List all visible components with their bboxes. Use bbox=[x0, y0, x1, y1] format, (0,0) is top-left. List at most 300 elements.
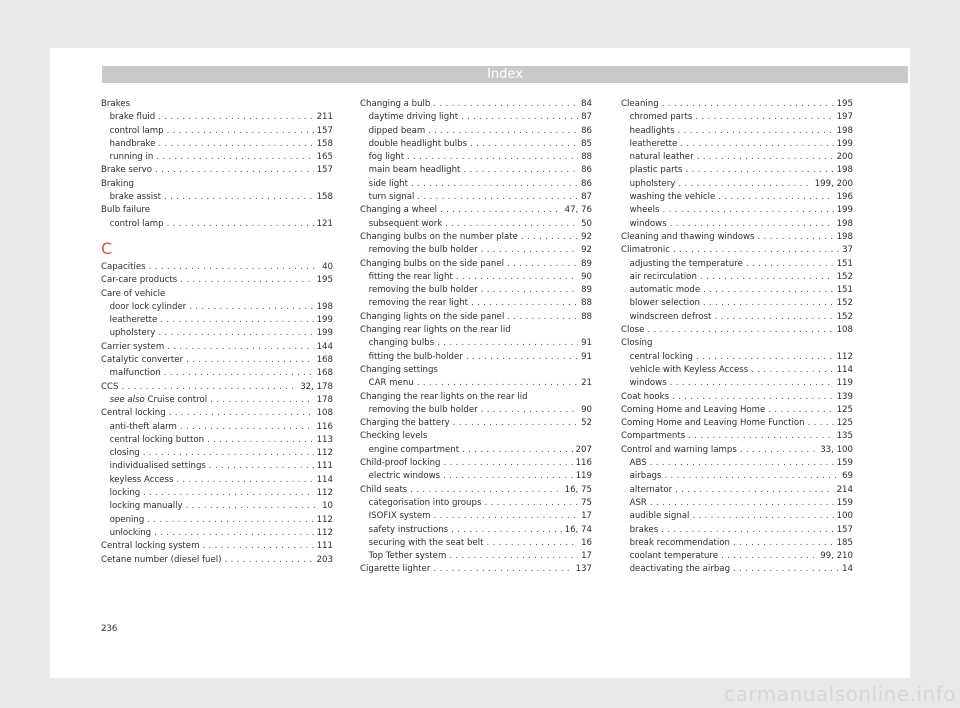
index-entry bbox=[621, 244, 853, 257]
dot-leader bbox=[746, 258, 834, 271]
entry-term: ASR bbox=[629, 497, 647, 508]
dot-leader bbox=[663, 204, 834, 217]
page-reference: 37 bbox=[842, 245, 853, 256]
index-subentry bbox=[360, 337, 592, 350]
dot-leader bbox=[680, 138, 833, 151]
index-subentry bbox=[360, 550, 592, 563]
index-subentry bbox=[360, 218, 592, 231]
page-reference: 185 bbox=[836, 537, 853, 548]
dot-leader bbox=[445, 218, 578, 231]
entry-term: ABS bbox=[629, 458, 647, 469]
dot-leader bbox=[670, 218, 834, 231]
entry-term: closing bbox=[109, 448, 140, 459]
entry-term: vehicle with Keyless Access bbox=[629, 364, 749, 375]
index-subentry bbox=[621, 537, 853, 550]
dot-leader bbox=[481, 284, 578, 297]
dot-leader bbox=[155, 164, 314, 177]
page-reference: 52 bbox=[581, 418, 592, 429]
index-entry bbox=[101, 164, 333, 177]
dot-leader bbox=[650, 457, 834, 470]
index-subentry bbox=[621, 138, 853, 151]
entry-term bbox=[110, 394, 208, 407]
entry-term: brake assist bbox=[109, 192, 161, 203]
entry-term: Coming Home and Leaving Home bbox=[621, 404, 766, 415]
dot-leader bbox=[209, 460, 314, 473]
page-reference: 91 bbox=[581, 351, 592, 362]
index-entry bbox=[621, 417, 853, 430]
entry-term: airbags bbox=[629, 471, 662, 482]
entry-term: Capacities bbox=[101, 261, 146, 272]
dot-leader bbox=[156, 151, 313, 164]
entry-term: malfunction bbox=[109, 368, 161, 379]
dot-leader bbox=[721, 550, 817, 563]
entry-term: Compartments bbox=[621, 431, 686, 442]
entry-term: individualised settings bbox=[109, 461, 206, 472]
index-entry bbox=[101, 261, 333, 274]
entry-term: audible signal bbox=[629, 511, 690, 522]
dot-leader bbox=[202, 540, 313, 553]
index-subentry bbox=[101, 125, 333, 138]
dot-leader bbox=[481, 404, 578, 417]
dot-leader bbox=[149, 261, 319, 274]
page-reference: 92 bbox=[581, 231, 592, 242]
page-reference: 69 bbox=[842, 471, 853, 482]
dot-leader bbox=[411, 178, 578, 191]
index-entry bbox=[101, 354, 333, 367]
index-subentry bbox=[621, 218, 853, 231]
page-title: Index bbox=[487, 67, 523, 82]
entry-term: Brakes bbox=[101, 99, 131, 109]
page-reference: 111 bbox=[316, 541, 333, 552]
entry-term: CCS bbox=[101, 381, 119, 392]
page-reference: 40 bbox=[322, 261, 333, 272]
index-subentry bbox=[621, 125, 853, 138]
entry-term: CAR menu bbox=[368, 378, 414, 389]
page-reference: 119 bbox=[836, 378, 853, 389]
index-entry bbox=[360, 231, 592, 244]
entry-term: Closing bbox=[621, 338, 653, 349]
entry-term: Car-care products bbox=[101, 275, 178, 286]
dot-leader bbox=[714, 311, 833, 324]
dot-leader bbox=[143, 447, 314, 460]
index-subentry bbox=[360, 271, 592, 284]
page-reference: 89 bbox=[581, 258, 592, 269]
dot-leader bbox=[180, 421, 314, 434]
dot-leader bbox=[507, 258, 578, 271]
page-reference: 159 bbox=[836, 497, 853, 508]
dot-leader bbox=[673, 244, 839, 257]
index-entry bbox=[360, 457, 592, 470]
dot-leader bbox=[650, 497, 834, 510]
index-entry bbox=[101, 204, 333, 217]
index-subentry bbox=[621, 563, 853, 576]
page-reference: 119 bbox=[575, 471, 592, 482]
dot-leader bbox=[451, 524, 561, 537]
index-entry bbox=[621, 337, 853, 350]
index-subentry bbox=[621, 457, 853, 470]
index-subentry bbox=[101, 474, 333, 487]
entry-term: Close bbox=[621, 325, 645, 336]
page-reference: 121 bbox=[316, 218, 333, 229]
page-reference: 168 bbox=[316, 355, 333, 366]
index-entry bbox=[101, 554, 333, 567]
page-reference: 16 bbox=[581, 537, 592, 548]
entry-term: subsequent work bbox=[368, 218, 443, 229]
dot-leader bbox=[434, 510, 579, 523]
dot-leader bbox=[678, 125, 834, 138]
index-entry bbox=[101, 407, 333, 420]
entry-term: Checking levels bbox=[360, 431, 428, 442]
index-subentry bbox=[360, 191, 592, 204]
entry-term: leatherette bbox=[629, 138, 678, 149]
index-subentry bbox=[621, 178, 853, 191]
index-subentry bbox=[360, 244, 592, 257]
page-reference: 157 bbox=[836, 524, 853, 535]
entry-term: brakes bbox=[629, 524, 659, 535]
entry-term: Child-proof locking bbox=[360, 458, 441, 469]
page-reference: 199 bbox=[836, 205, 853, 216]
dot-leader bbox=[662, 98, 834, 111]
index-subentry bbox=[621, 204, 853, 217]
index-subentry bbox=[360, 404, 592, 417]
entry-term: Climatronic bbox=[621, 245, 670, 256]
index-subentry bbox=[360, 497, 592, 510]
page-reference: 113 bbox=[316, 434, 333, 445]
see-also-label: see also bbox=[109, 394, 145, 405]
entry-term: removing the bulb holder bbox=[368, 285, 478, 296]
index-subentry bbox=[621, 271, 853, 284]
entry-term: Central locking bbox=[101, 408, 166, 419]
index-subentry bbox=[621, 284, 853, 297]
index-entry bbox=[360, 484, 592, 497]
index-entry bbox=[360, 98, 592, 111]
index-subentry bbox=[360, 377, 592, 390]
entry-term: side light bbox=[368, 178, 408, 189]
index-subentry bbox=[101, 111, 333, 124]
dot-leader bbox=[670, 377, 834, 390]
dot-leader bbox=[453, 417, 578, 430]
index-subentry bbox=[101, 447, 333, 460]
entry-term: fog light bbox=[368, 152, 405, 163]
index-subentry bbox=[101, 434, 333, 447]
dot-leader bbox=[463, 164, 578, 177]
page-reference: 100 bbox=[836, 511, 853, 522]
index-subentry bbox=[101, 218, 333, 231]
dot-leader bbox=[487, 537, 579, 550]
index-subentry bbox=[621, 377, 853, 390]
entry-term: upholstery bbox=[109, 328, 156, 339]
index-subentry bbox=[360, 470, 592, 483]
dot-leader bbox=[471, 297, 578, 310]
index-subentry bbox=[101, 191, 333, 204]
dot-leader bbox=[672, 391, 834, 404]
index-subentry bbox=[360, 444, 592, 457]
page-reference: 88 bbox=[581, 298, 592, 309]
dot-leader bbox=[462, 444, 573, 457]
page-reference: 151 bbox=[836, 285, 853, 296]
entry-term: air recirculation bbox=[629, 271, 697, 282]
dot-leader bbox=[456, 271, 578, 284]
entry-term: categorisation into groups bbox=[368, 497, 482, 508]
dot-leader bbox=[433, 98, 578, 111]
entry-term: Catalytic converter bbox=[101, 355, 184, 366]
entry-term: Braking bbox=[101, 178, 134, 189]
index-subentry bbox=[621, 164, 853, 177]
entry-term: dipped beam bbox=[368, 125, 426, 136]
index-subentry bbox=[360, 151, 592, 164]
dot-leader bbox=[186, 500, 319, 513]
entry-term: main beam headlight bbox=[368, 165, 461, 176]
index-subentry bbox=[621, 151, 853, 164]
page-reference: 139 bbox=[836, 391, 853, 402]
entry-term: fitting the bulb-holder bbox=[368, 351, 463, 362]
entry-term: Control and warning lamps bbox=[621, 444, 737, 455]
dot-leader bbox=[647, 324, 833, 337]
page-reference: 195 bbox=[316, 275, 333, 286]
dot-leader bbox=[225, 554, 314, 567]
dot-leader bbox=[164, 191, 314, 204]
entry-term: ISOFIX system bbox=[368, 511, 431, 522]
dot-leader bbox=[180, 274, 313, 287]
dot-leader bbox=[164, 367, 314, 380]
entry-term: Cetane number (diesel fuel) bbox=[101, 554, 222, 565]
dot-leader bbox=[210, 394, 313, 407]
dot-leader bbox=[751, 364, 833, 377]
page-reference: 158 bbox=[316, 192, 333, 203]
entry-term: Care of vehicle bbox=[101, 288, 166, 299]
entry-term: adjusting the temperature bbox=[629, 258, 743, 269]
index-subentry bbox=[101, 138, 333, 151]
dot-leader bbox=[428, 125, 578, 138]
index-entry bbox=[621, 404, 853, 417]
index-subentry bbox=[360, 164, 592, 177]
page-reference: 198 bbox=[316, 301, 333, 312]
entry-term: Changing rear lights on the rear lid bbox=[360, 325, 511, 336]
dot-leader bbox=[808, 417, 834, 430]
page-reference: 16, 75 bbox=[564, 484, 592, 495]
page-reference: 86 bbox=[581, 125, 592, 136]
page-reference: 199 bbox=[316, 328, 333, 339]
index-entry bbox=[621, 444, 853, 457]
dot-leader bbox=[664, 470, 839, 483]
page-reference: 157 bbox=[316, 125, 333, 136]
entry-term: Brake servo bbox=[101, 165, 153, 176]
entry-term: door lock cylinder bbox=[109, 301, 187, 312]
index-subentry bbox=[621, 351, 853, 364]
dot-leader bbox=[207, 434, 314, 447]
page-reference: 50 bbox=[581, 218, 592, 229]
entry-term: Child seats bbox=[360, 484, 408, 495]
entry-term: brake fluid bbox=[109, 112, 156, 123]
entry-term: windows bbox=[629, 378, 667, 389]
entry-term: Coming Home and Leaving Home Function bbox=[621, 418, 805, 429]
page-reference: 99, 210 bbox=[820, 551, 853, 562]
index-subentry bbox=[101, 301, 333, 314]
page-reference: 199, 200 bbox=[814, 178, 853, 189]
index-entry bbox=[101, 288, 333, 301]
index-subentry bbox=[360, 125, 592, 138]
index-page bbox=[50, 48, 910, 678]
entry-term: natural leather bbox=[629, 152, 694, 163]
dot-leader bbox=[686, 164, 834, 177]
index-entry bbox=[360, 204, 592, 217]
entry-term: control lamp bbox=[109, 218, 164, 229]
entry-term: removing the rear light bbox=[368, 298, 469, 309]
index-subentry bbox=[101, 460, 333, 473]
entry-term: Cleaning and thawing windows bbox=[621, 231, 755, 242]
dot-leader bbox=[147, 514, 313, 527]
entry-term: securing with the seat belt bbox=[368, 537, 484, 548]
index-subentry bbox=[621, 470, 853, 483]
page-reference: 17 bbox=[581, 511, 592, 522]
entry-term: turn signal bbox=[368, 192, 415, 203]
entry-term: Changing a bulb bbox=[360, 99, 431, 109]
index-subentry bbox=[360, 297, 592, 310]
entry-term: automatic mode bbox=[629, 285, 701, 296]
index-subentry bbox=[360, 111, 592, 124]
dot-leader bbox=[417, 191, 578, 204]
index-subentry bbox=[621, 111, 853, 124]
page-reference: 114 bbox=[316, 474, 333, 485]
index-subentry bbox=[621, 484, 853, 497]
dot-leader bbox=[470, 138, 578, 151]
index-entry bbox=[101, 540, 333, 553]
dot-leader bbox=[158, 138, 313, 151]
index-subentry bbox=[101, 314, 333, 327]
entry-term: Changing the rear lights on the rear lid bbox=[360, 391, 528, 402]
index-column-2 bbox=[360, 98, 592, 577]
index-entry bbox=[360, 311, 592, 324]
dot-leader bbox=[440, 204, 562, 217]
dot-leader bbox=[466, 351, 578, 364]
dot-leader bbox=[700, 271, 834, 284]
entry-term: Changing lights on the side panel bbox=[360, 311, 505, 322]
see-also-target: Cruise control bbox=[144, 394, 208, 405]
entry-term: locking bbox=[109, 488, 141, 499]
dot-leader bbox=[768, 404, 833, 417]
dot-leader bbox=[507, 311, 578, 324]
page-reference: 92 bbox=[581, 245, 592, 256]
entry-term: locking manually bbox=[109, 501, 183, 512]
dot-leader bbox=[167, 218, 314, 231]
page-reference: 17 bbox=[581, 551, 592, 562]
entry-term: fitting the rear light bbox=[368, 271, 453, 282]
index-column-3 bbox=[621, 98, 853, 577]
index-subentry bbox=[360, 178, 592, 191]
dot-leader bbox=[158, 111, 313, 124]
page-reference: 32, 178 bbox=[300, 381, 333, 392]
page-reference: 87 bbox=[581, 112, 592, 123]
index-entry bbox=[360, 364, 592, 377]
dot-leader bbox=[154, 527, 313, 540]
page-reference: 16, 74 bbox=[564, 524, 592, 535]
page-reference: 112 bbox=[316, 448, 333, 459]
entry-term: anti-theft alarm bbox=[109, 421, 177, 432]
section-letter: C bbox=[101, 238, 113, 258]
page-reference: 198 bbox=[836, 231, 853, 242]
entry-term: headlights bbox=[629, 125, 675, 136]
page-reference: 116 bbox=[316, 421, 333, 432]
dot-leader bbox=[461, 111, 578, 124]
page-reference: 198 bbox=[836, 218, 853, 229]
dot-leader bbox=[688, 430, 833, 443]
entry-term: chromed parts bbox=[629, 112, 693, 123]
page-reference: 14 bbox=[842, 564, 853, 575]
entry-term: washing the vehicle bbox=[629, 192, 716, 203]
index-subentry bbox=[360, 284, 592, 297]
dot-leader bbox=[697, 151, 834, 164]
page-reference: 144 bbox=[316, 341, 333, 352]
page-reference: 112 bbox=[316, 527, 333, 538]
index-subentry bbox=[360, 524, 592, 537]
page-reference: 159 bbox=[836, 458, 853, 469]
dot-leader bbox=[661, 524, 833, 537]
dot-leader bbox=[160, 314, 313, 327]
index-subentry bbox=[621, 297, 853, 310]
page-reference: 112 bbox=[316, 514, 333, 525]
page-reference: 88 bbox=[581, 311, 592, 322]
page-reference: 199 bbox=[316, 315, 333, 326]
page-reference: 114 bbox=[836, 364, 853, 375]
entry-term: break recommendation bbox=[629, 537, 730, 548]
page-reference: 200 bbox=[836, 152, 853, 163]
dot-leader bbox=[410, 484, 561, 497]
page-reference: 111 bbox=[316, 461, 333, 472]
page-header bbox=[102, 66, 908, 83]
entry-term: Changing settings bbox=[360, 364, 438, 375]
index-subentry bbox=[101, 151, 333, 164]
index-entry bbox=[621, 430, 853, 443]
index-entry bbox=[360, 430, 592, 443]
index-entry bbox=[621, 391, 853, 404]
dot-leader bbox=[481, 244, 578, 257]
dot-leader bbox=[703, 284, 833, 297]
index-subentry bbox=[360, 510, 592, 523]
entry-term: electric windows bbox=[368, 471, 441, 482]
page-reference: 86 bbox=[581, 178, 592, 189]
page-reference: 195 bbox=[836, 99, 853, 109]
page-reference: 158 bbox=[316, 138, 333, 149]
index-subentry bbox=[621, 364, 853, 377]
entry-term: upholstery bbox=[629, 178, 676, 189]
entry-term: safety instructions bbox=[368, 524, 449, 535]
index-subentry bbox=[360, 537, 592, 550]
dot-leader bbox=[678, 178, 811, 191]
entry-term: Bulb failure bbox=[101, 205, 151, 216]
index-subentry bbox=[360, 351, 592, 364]
page-reference: 116 bbox=[575, 458, 592, 469]
page-reference: 108 bbox=[316, 408, 333, 419]
index-entry bbox=[360, 324, 592, 337]
dot-leader bbox=[167, 125, 314, 138]
page-reference: 151 bbox=[836, 258, 853, 269]
page-reference: 91 bbox=[581, 338, 592, 349]
index-subentry bbox=[621, 497, 853, 510]
dot-leader bbox=[158, 327, 313, 340]
page-reference: 214 bbox=[836, 484, 853, 495]
watermark: carmanualsonline.info bbox=[724, 682, 956, 706]
dot-leader bbox=[733, 537, 834, 550]
page-reference: 203 bbox=[316, 554, 333, 565]
entry-term: Cigarette lighter bbox=[360, 564, 431, 575]
page-reference: 165 bbox=[316, 152, 333, 163]
dot-leader bbox=[437, 337, 578, 350]
index-subentry bbox=[101, 487, 333, 500]
page-reference: 152 bbox=[836, 311, 853, 322]
page-reference: 112 bbox=[836, 351, 853, 362]
page-reference: 10 bbox=[322, 501, 333, 512]
page-reference: 137 bbox=[575, 564, 592, 575]
